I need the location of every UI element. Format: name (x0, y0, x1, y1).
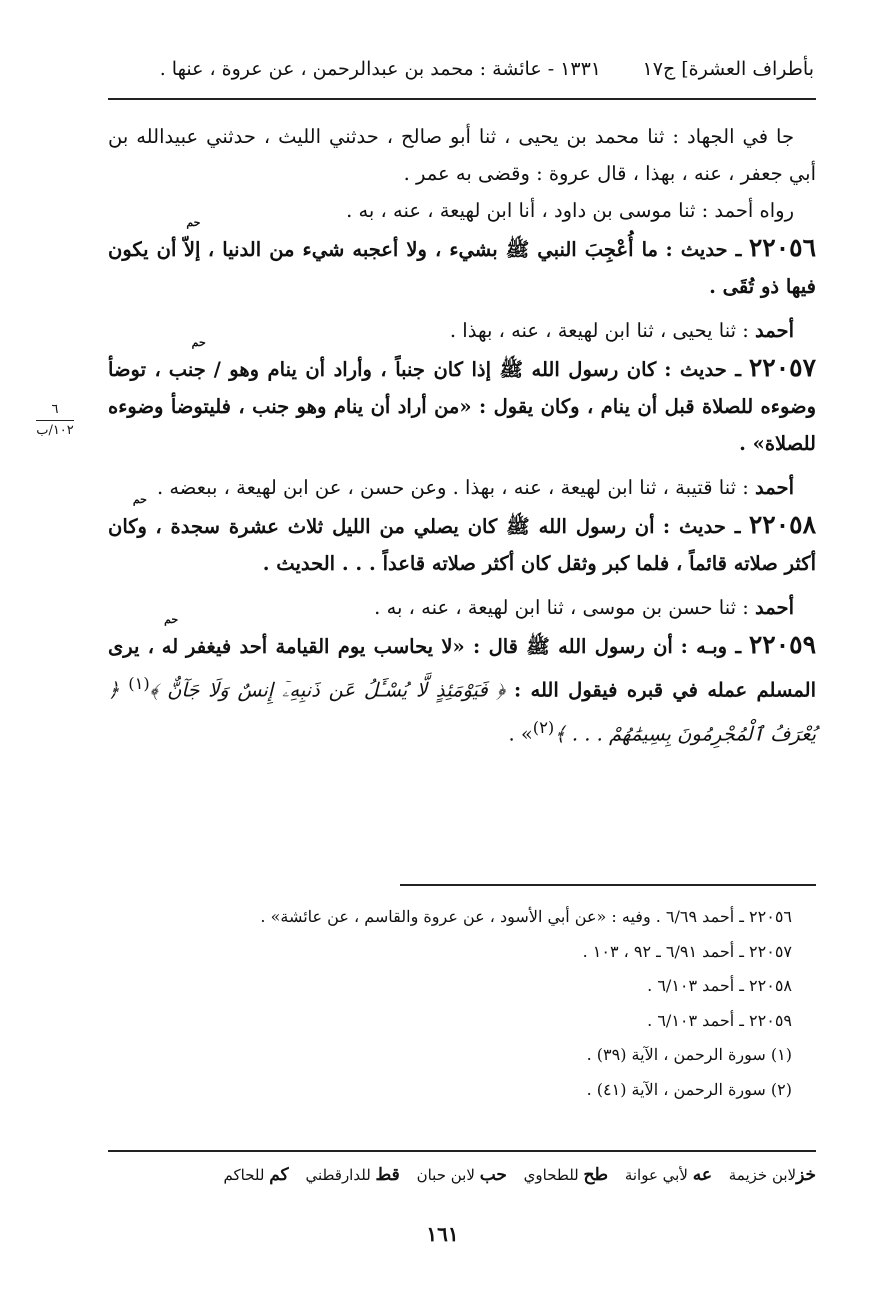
abbreviation-item: كم للحاكم (223, 1165, 289, 1185)
ramz-word: جنب (168, 358, 206, 381)
footnote: (٢) سورة الرحمن ، الآية (٤١) . (586, 1079, 792, 1099)
isnad (108, 469, 816, 506)
source-mark: حم (132, 493, 147, 506)
hadith-ramz-word (183, 216, 201, 268)
isnad-name: أحمد (755, 596, 794, 619)
footnote: ٢٢٠٥٩ ـ أحمد ٦/١٠٣ . (647, 1010, 792, 1030)
quran-verse: ﴿ فَيَوْمَئِذٍ لَّا يُسْـَٔلُ عَن ذَنبِهِۦٓ إِنسٌ وَلَا جَآنٌّ ﴾ (149, 678, 506, 702)
abbreviation-key (108, 1163, 816, 1187)
intro-line-2 (108, 192, 816, 229)
hadith-entry (108, 336, 817, 462)
intro-line-1: جا في الجهاد : ثنا محمد بن يحيى ، ثنا أبو صالح ، حدثني الليث ، حدثني عبيدالله بن أبي جعفر ، عنه ، بهذا ، قال عروة : وقضى به عمر . (108, 125, 816, 185)
footnote: (١) سورة الرحمن ، الآية (٣٩) . (586, 1045, 792, 1064)
isnad-name: أحمد (755, 476, 794, 499)
margin-note-top: ٦ (51, 402, 59, 417)
intro-line-2-text: رواه أحمد : ثنا موسى بن داود ، أنا ابن لهيعة ، عنه ، به . (346, 199, 794, 222)
margin-note-divider (36, 420, 74, 421)
footnote-ref: (٢) (532, 717, 555, 737)
hadith-ramz-word (108, 493, 147, 545)
footnotes (108, 900, 792, 1107)
footnote-ref: (١) (128, 674, 150, 693)
hadith-entry (108, 216, 817, 305)
margin-manuscript-ref (30, 402, 80, 439)
isnad (108, 589, 816, 626)
hadith-ramz-word (168, 336, 206, 388)
header-book-title: بأطراف العشرة] ج١٧ (642, 58, 814, 80)
abbreviation-item: حب لابن حبان (416, 1165, 507, 1185)
footnote: ٢٢٠٥٧ ـ أحمد ٦/٩١ ـ ٩٢ ، ١٠٣ . (582, 941, 792, 961)
hadith-label: ـ حديث : (664, 358, 741, 381)
ramz-word: إلاّ (183, 238, 201, 261)
footnote: ٢٢٠٥٦ ـ أحمد ٦/٦٩ . وفيه : «عن أبي الأسود ، عن عروة والقاسم ، عن عائشة» . (260, 907, 792, 926)
abbreviation-item: طح للطحاوي (523, 1165, 609, 1185)
hadith-text-cont: أن يكون فيها ذو تُقَى . (108, 238, 816, 298)
footnote-rule (400, 884, 816, 886)
hadith-number: ٢٢٠٥٦ (748, 233, 817, 262)
hadith-label: ـ حديث : (665, 238, 742, 261)
header-rule (108, 98, 816, 100)
hadith-text: أن رسول الله ﷺ كان يصلي من الليل ثلاث عشرة سجدة ، (155, 515, 655, 538)
isnad (108, 312, 816, 349)
bottom-rule (108, 1150, 816, 1152)
header-section-title: ١٣٣١ - عائشة : محمد بن عبدالرحمن ، عن عروة ، عنها . (159, 58, 601, 80)
hadith-entry (108, 613, 817, 752)
abbreviation-item: خزلابن خزيمة (728, 1165, 816, 1185)
hadith-text: أن رسول الله ﷺ قال : «لا يحاسب يوم القيامة أحد فيغفر (185, 635, 673, 658)
isnad-name: أحمد (755, 319, 794, 342)
page-number: ١٦١ (426, 1222, 459, 1246)
ramz-word: له (161, 635, 179, 658)
quote-close: » . (508, 722, 533, 745)
main-text (108, 118, 816, 752)
isnad-text: : ثنا حسن بن موسى ، ثنا ابن لهيعة ، عنه ، به . (374, 596, 749, 619)
quran-verse: ﴿ يُعْرَفُ ٱلْمُجْرِمُونَ بِسِيمَٰهُمْ . . . ﴾ (108, 678, 816, 745)
hadith-text: كان رسول الله ﷺ إذا كان جنباً ، وأراد أن ينام وهو / (213, 358, 657, 381)
source-mark: حم (186, 216, 201, 229)
footnote: ٢٢٠٥٨ ـ أحمد ٦/١٠٣ . (647, 976, 792, 995)
running-header (108, 52, 816, 92)
abbreviation-item: عه لأبي عوانة (624, 1165, 712, 1185)
hadith-text-cont: ، توضأ وضوءه للصلاة قبل أن ينام ، وكان يقول : «من أراد أن ينام وهو جنب ، فليتوضأ وضوءه للصلاة» . (108, 358, 816, 455)
ramz-word: وكان (108, 515, 147, 538)
abbreviation-item: قط للدارقطني (305, 1165, 400, 1185)
hadith-label: ـ وبـه : (680, 635, 742, 658)
hadith-entry (108, 493, 817, 582)
source-mark: حم (191, 336, 206, 349)
isnad-text: : ثنا قتيبة ، ثنا ابن لهيعة ، عنه ، بهذا . وعن حسن ، عن ابن لهيعة ، ببعضه . (156, 476, 749, 499)
source-mark: حم (164, 613, 179, 626)
hadith-text: ما أُعْجِبَ النبي ﷺ بشيء ، ولا أعجبه شيء من الدنيا ، (207, 238, 658, 261)
hadith-number: ٢٢٠٥٧ (748, 353, 817, 382)
hadith-text-cont: ، يرى المسلم عمله في قبره فيقول الله : (108, 635, 817, 702)
margin-note-bottom: ١٠٢/ب (36, 423, 74, 438)
isnad-text: : ثنا يحيى ، ثنا ابن لهيعة ، عنه ، بهذا . (449, 319, 749, 342)
hadith-number: ٢٢٠٥٩ (748, 630, 816, 659)
hadith-text-cont: أكثر صلاته قائماً ، فلما كبر وثقل كان أكثر صلاته قاعداً . . . الحديث . (262, 552, 816, 575)
hadith-ramz-word (161, 613, 179, 665)
hadith-label: ـ حديث : (662, 515, 741, 538)
hadith-number: ٢٢٠٥٨ (748, 510, 817, 539)
